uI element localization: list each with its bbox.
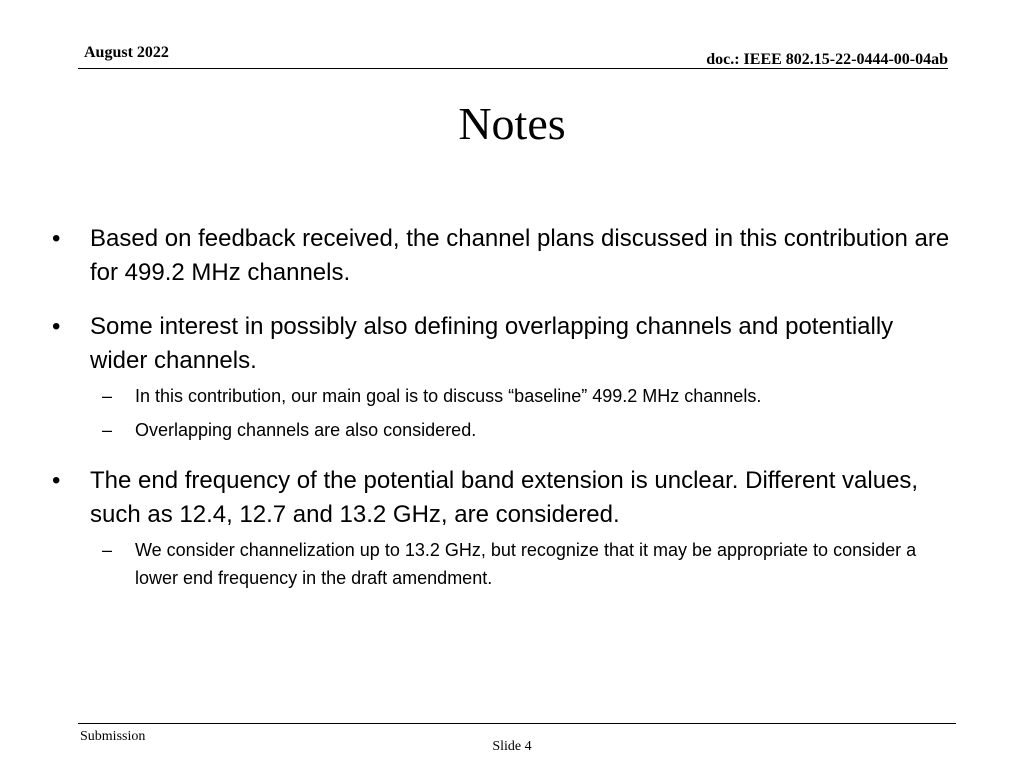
sub-bullet-marker: – bbox=[102, 540, 113, 560]
bullet-text: Some interest in possibly also defining overlapping channels and potentially wider channels. bbox=[90, 313, 894, 374]
bullet-text: The end frequency of the potential band extension is unclear. Different values, such as 12.4, 12.7 and 13.2 GHz, are considered. bbox=[90, 467, 919, 528]
header-date: August 2022 bbox=[84, 44, 169, 61]
bullet-marker: • bbox=[52, 467, 61, 494]
sub-bullet-item bbox=[90, 382, 952, 410]
sub-bullet-item bbox=[90, 416, 952, 444]
bullet-item bbox=[52, 222, 952, 290]
slide-title: Notes bbox=[458, 98, 566, 149]
bullet-marker: • bbox=[52, 225, 61, 252]
sub-bullet-text: In this contribution, our main goal is to discuss “baseline” 499.2 MHz channels. bbox=[135, 386, 762, 406]
bullet-item bbox=[52, 310, 952, 444]
bullet-text: Based on feedback received, the channel plans discussed in this contribution are for 499.2 MHz channels. bbox=[90, 225, 950, 286]
sub-bullet-list bbox=[90, 536, 952, 592]
header-divider bbox=[78, 68, 948, 69]
footer-divider bbox=[78, 723, 956, 724]
sub-bullet-marker: – bbox=[102, 420, 113, 440]
sub-bullet-list bbox=[90, 382, 952, 444]
slide-number: Slide 4 bbox=[492, 739, 532, 754]
footer-submission: Submission bbox=[80, 729, 146, 744]
sub-bullet-text: Overlapping channels are also considered. bbox=[135, 420, 477, 440]
sub-bullet-text: We consider channelization up to 13.2 GHz, but recognize that it may be appropriate to consider a lower end frequency in the draft amendment. bbox=[135, 540, 917, 588]
sub-bullet-marker: – bbox=[102, 386, 113, 406]
bullet-item bbox=[52, 464, 952, 592]
sub-bullet-item bbox=[90, 536, 952, 592]
bullet-marker: • bbox=[52, 313, 61, 340]
header-doc-id: doc.: IEEE 802.15-22-0444-00-04ab bbox=[706, 51, 948, 68]
bullet-list bbox=[52, 222, 952, 612]
